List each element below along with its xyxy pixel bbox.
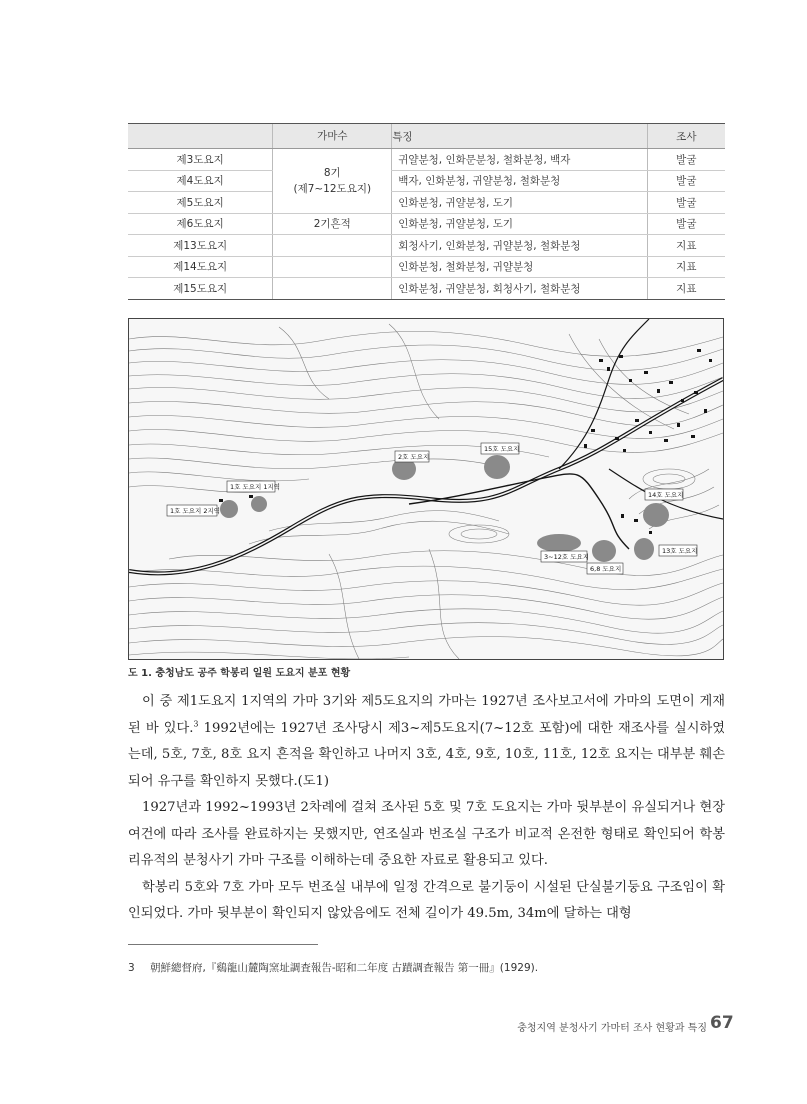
table-row <box>128 278 725 300</box>
kiln-distribution-map <box>128 318 724 660</box>
paragraph <box>128 689 725 795</box>
kiln-count: 8기 (제7~12도요지) <box>273 149 392 214</box>
paragraph-text: 1992년에는 1927년 조사당시 제3~제5도요지(7~12호 포함)에 대한 재조사를 실시하였는데, 5호, 7호, 8호 요지 흔적을 확인하고 나머지 3호, 4호, 9호, 10호, 11호, 12호 요지는 대부분 훼손되어 유구를 확인하지 못했다.(도1) <box>128 720 725 789</box>
table-row <box>128 256 725 278</box>
survey-type: 발굴 <box>647 149 725 171</box>
header-site <box>128 124 273 149</box>
paragraph-text: 이 중 제1도요지 1지역의 가마 3기와 제5도요지의 가마는 1927년 조사보고서에 가마의 도면이 게재된 바 있다. <box>128 694 725 736</box>
table-row <box>128 192 725 214</box>
site-name: 제14도요지 <box>128 256 273 278</box>
survey-type: 발굴 <box>647 170 725 192</box>
header-survey: 조사 <box>647 124 725 149</box>
footnote-number: 3 <box>128 962 135 974</box>
site-name: 제6도요지 <box>128 213 273 235</box>
site-name: 제3도요지 <box>128 149 273 171</box>
kiln-survey-table <box>128 123 725 300</box>
table-row <box>128 235 725 257</box>
features: 회청사기, 인화분청, 귀얄분청, 철화분청 <box>392 235 647 257</box>
survey-type: 지표 <box>647 235 725 257</box>
header-features: 특징 <box>392 124 647 149</box>
site-name: 제13도요지 <box>128 235 273 257</box>
site-name: 제15도요지 <box>128 278 273 300</box>
features: 인화분청, 귀얄분청, 회청사기, 철화분청 <box>392 278 647 300</box>
footnote <box>128 960 725 975</box>
kiln-site-markers <box>220 455 669 562</box>
map-label-text: 15호 도요지 <box>484 445 520 453</box>
topographic-map-svg <box>129 319 723 659</box>
paragraph: 1927년과 1992~1993년 2차례에 걸쳐 조사된 5호 및 7호 도요지는 가마 뒷부분이 유실되거나 현장 여건에 따라 조사를 완료하지는 못했지만, 연조실과 번조실 구조가 비교적 온전한 형태로 확인되어 학봉리유적의 분청사기 가마 구조를 이해하는데 중요한 자료로 활용되고 있다. <box>128 800 725 868</box>
contour-lines <box>129 324 723 659</box>
paragraph: 학봉리 5호와 7호 가마 모두 번조실 내부에 일정 간격으로 불기둥이 시설된 단실불기둥요 구조임이 확인되었다. 가마 뒷부분이 확인되지 않았음에도 전체 길이가 49.5m, 34m에 달하는 대형 <box>128 879 725 921</box>
map-label-text: 2호 도요지 <box>398 453 430 461</box>
map-label-kiln15 <box>481 443 519 454</box>
survey-type: 지표 <box>647 278 725 300</box>
page-number: 67 <box>710 1013 734 1033</box>
survey-type: 발굴 <box>647 213 725 235</box>
site-name: 제5도요지 <box>128 192 273 214</box>
map-label-text: 14호 도요지 <box>648 491 684 499</box>
map-label-text: 13호 도요지 <box>662 547 698 555</box>
features: 인화분청, 철화분청, 귀얄분청 <box>392 256 647 278</box>
kiln-count <box>273 278 392 300</box>
kiln-count <box>273 235 392 257</box>
header-kiln-count: 가마수 <box>273 124 392 149</box>
kiln-count: 2기흔적 <box>273 213 392 235</box>
map-label-kiln1-area1 <box>227 481 280 492</box>
table-row <box>128 170 725 192</box>
site-name: 제4도요지 <box>128 170 273 192</box>
features: 백자, 인화분청, 귀얄분청, 철화분청 <box>392 170 647 192</box>
features: 인화분청, 귀얄분청, 도기 <box>392 213 647 235</box>
footnote-divider <box>128 944 318 945</box>
map-label-kiln6-8 <box>587 563 623 574</box>
survey-type: 발굴 <box>647 192 725 214</box>
footnote-text: 朝鮮總督府,『鷄龍山麓陶窯址調査報告-昭和二年度 古蹟調査報告 第一冊』(1929). <box>150 962 539 974</box>
map-label-text: 1호 도요지 1지역 <box>230 483 281 491</box>
table-row <box>128 149 725 171</box>
body-text <box>128 689 725 928</box>
kiln-count <box>273 256 392 278</box>
map-label-text: 6,8 도요지 <box>590 565 622 573</box>
survey-type: 지표 <box>647 256 725 278</box>
map-label-text: 3~12호 도요지 <box>544 553 590 561</box>
table-row <box>128 213 725 235</box>
map-label-kiln14 <box>645 489 683 500</box>
running-header: 충청지역 분청사기 가마터 조사 현황과 특징 <box>517 1023 707 1034</box>
village-buildings <box>219 349 712 534</box>
footnote-ref: 3 <box>193 719 199 729</box>
map-label-kiln2 <box>395 451 429 462</box>
features: 인화분청, 귀얄분청, 도기 <box>392 192 647 214</box>
map-label-text: 1호 도요지 2지역 <box>170 507 221 515</box>
map-label-kiln3-12 <box>541 551 589 562</box>
figure-caption: 도 1. 충청남도 공주 학봉리 일원 도요지 분포 현황 <box>128 668 351 679</box>
roads-and-streams <box>129 319 723 573</box>
features: 귀얄분청, 인화문분청, 철화분청, 백자 <box>392 149 647 171</box>
map-label-kiln13 <box>659 545 697 556</box>
map-label-kiln1-area2 <box>167 505 220 516</box>
table-header-row <box>128 124 725 149</box>
